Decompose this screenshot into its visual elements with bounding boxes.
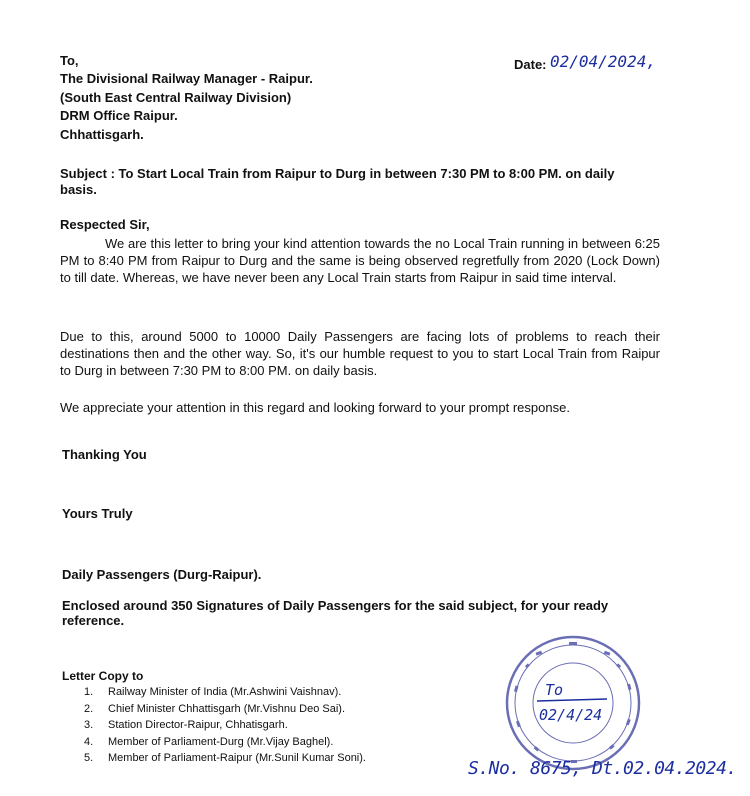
stamp-inner-ring-1 xyxy=(515,645,631,761)
paragraph-2: Due to this, around 5000 to 10000 Daily Passengers are facing lots of problems to reach their destinations then and the other way. So, it's our humble request to you to start Local Train from Raipur to Durg in between 7:30 PM to 8:00 PM. on daily basis. xyxy=(60,329,660,378)
copy-list xyxy=(84,684,366,767)
stamp-inner-ring-2 xyxy=(533,663,613,743)
address-to: To, xyxy=(60,53,79,68)
date-value: 02/04/2024 xyxy=(550,52,647,71)
address-line-3: DRM Office Raipur. xyxy=(60,108,178,123)
copy-item-1: 1. Railway Minister of India (Mr.Ashwini Vaishnav). xyxy=(84,686,342,698)
thanks-line: Thanking You xyxy=(62,447,147,462)
copy-item-4: 4. Member of Parliament-Durg (Mr.Vijay Baghel). xyxy=(84,735,334,748)
date-label: Date: xyxy=(514,57,547,72)
address-line-1: The Divisional Railway Manager - Raipur. xyxy=(60,71,313,86)
copy-item-3: 3. Station Director-Raipur, Chhatisgarh. xyxy=(84,719,288,731)
stamp-date-text: 02/4/24 xyxy=(539,706,603,724)
handwritten-date xyxy=(550,52,656,71)
receipt-stamp xyxy=(503,633,643,773)
subject-line-2: basis. xyxy=(60,182,97,197)
copy-item-2: 2. Chief Minister Chhattisgarh (Mr.Vishnu Deo Sai). xyxy=(84,702,346,715)
salutation: Respected Sir, xyxy=(60,217,150,232)
paragraph-3: We appreciate your attention in this regard and looking forward to your prompt response. xyxy=(60,400,570,415)
handwritten-receipt-note: S.No. 8675, Dt.02.04.2024. xyxy=(468,758,737,779)
enclosure-line-2: reference. xyxy=(62,613,125,628)
enclosure-line-1: Enclosed around 350 Signatures of Daily Passengers for the said subject, for your ready xyxy=(62,598,609,613)
sender-line: Daily Passengers (Durg-Raipur). xyxy=(62,567,262,582)
paragraph-1: We are this letter to bring your kind attention towards the no Local Train running in between 6:25 PM to 8:40 PM from Raipur to Durg and the same is being observed regretfully from 2020 (Lock Down) to till date. Whereas, we have never been any Local Train starts from Raipur in said time interval. xyxy=(60,236,660,285)
stamp-to-text: To xyxy=(545,681,564,699)
subject-line-1: Subject : To Start Local Train from Raipur to Durg in between 7:30 PM to 8:00 PM. on daily xyxy=(60,166,615,181)
copy-heading: Letter Copy to xyxy=(62,669,144,683)
address-line-2: (South East Central Railway Division) xyxy=(60,90,292,105)
stamp-ink-line xyxy=(537,699,607,701)
date-suffix: , xyxy=(646,52,656,71)
date-line xyxy=(514,56,547,73)
address-line-4: Chhattisgarh. xyxy=(60,127,144,142)
stamp-outer-ring xyxy=(507,637,639,769)
closing-line: Yours Truly xyxy=(62,506,133,521)
copy-item-5: 5. Member of Parliament-Raipur (Mr.Sunil Kumar Soni). xyxy=(84,752,366,764)
